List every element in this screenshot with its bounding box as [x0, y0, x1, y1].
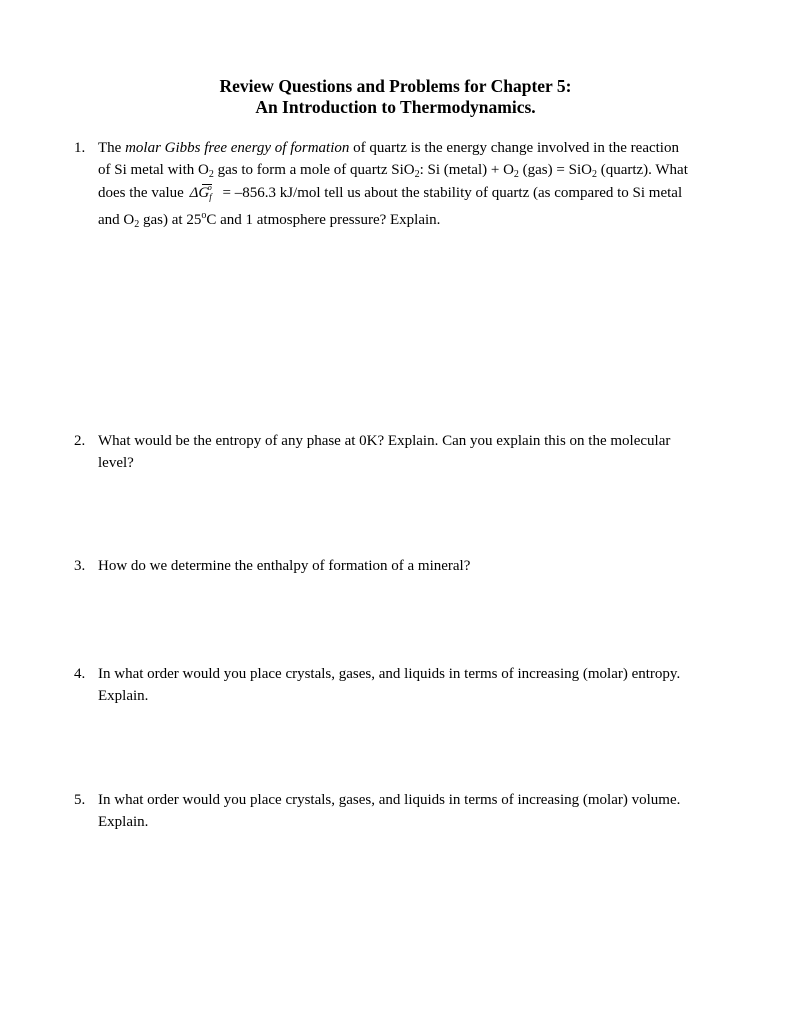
question-line — [98, 182, 714, 206]
question-text — [98, 555, 714, 577]
question-line: What would be the entropy of any phase at 0K? Explain. Can you explain this on the molecular — [98, 433, 671, 449]
text-run: (gas) = SiO — [518, 162, 592, 178]
text-run: = –856.3 kJ/mol tell us about the stability of quartz (as compared to Si metal — [218, 185, 683, 201]
question-text — [98, 137, 714, 231]
question-line — [98, 209, 714, 231]
question-line: Explain. — [98, 814, 149, 830]
question-number: 2. — [74, 433, 86, 449]
question-text — [98, 430, 714, 474]
text-run: of quartz is the energy change involved in the reaction — [349, 140, 679, 156]
delta-symbol: Δ — [189, 185, 199, 201]
question-line: In what order would you place crystals, gases, and liquids in terms of increasing (molar) volume. — [98, 792, 681, 808]
text-run: : Si (metal) + O — [419, 162, 514, 178]
text-run: and O — [98, 212, 135, 228]
question-line: Explain. — [98, 688, 149, 704]
text-run: C and 1 atmosphere pressure? Explain. — [206, 212, 441, 228]
text-run: The — [98, 140, 126, 156]
emphasized-term: molar Gibbs free energy of formation — [125, 140, 350, 156]
question-4 — [74, 663, 714, 707]
page-title — [0, 76, 791, 118]
subscript: 2 — [414, 169, 420, 180]
gibbs-energy-symbol — [190, 182, 216, 206]
title-line-2: An Introduction to Thermodynamics. — [255, 97, 536, 117]
question-number: 1. — [74, 140, 86, 156]
text-run: does the value — [98, 185, 188, 201]
question-1 — [74, 137, 714, 231]
question-5 — [74, 789, 714, 833]
subscript: 2 — [513, 169, 519, 180]
subscript: 2 — [134, 219, 140, 230]
question-number: 4. — [74, 666, 86, 682]
o-superscript: o — [207, 183, 212, 192]
question-line: level? — [98, 455, 134, 471]
g-symbol: G — [198, 185, 210, 201]
question-line — [98, 159, 714, 181]
text-run: gas to form a mole of quartz SiO — [213, 162, 415, 178]
subscript: 2 — [208, 169, 214, 180]
question-3 — [74, 555, 714, 577]
subscript: 2 — [591, 169, 597, 180]
degree-superscript: o — [201, 210, 207, 221]
question-text — [98, 789, 714, 833]
text-run: (quartz). What — [596, 162, 688, 178]
text-run: of Si metal with O — [98, 162, 209, 178]
question-line — [98, 137, 714, 159]
f-subscript: f — [209, 192, 212, 202]
question-text — [98, 663, 714, 707]
question-2 — [74, 430, 714, 474]
question-number: 5. — [74, 792, 86, 808]
question-line: How do we determine the enthalpy of formation of a mineral? — [98, 558, 471, 574]
text-run: gas) at 25 — [139, 212, 202, 228]
title-line-1: Review Questions and Problems for Chapter 5: — [219, 76, 572, 96]
question-number: 3. — [74, 558, 86, 574]
question-line: In what order would you place crystals, gases, and liquids in terms of increasing (molar) entropy. — [98, 666, 681, 682]
